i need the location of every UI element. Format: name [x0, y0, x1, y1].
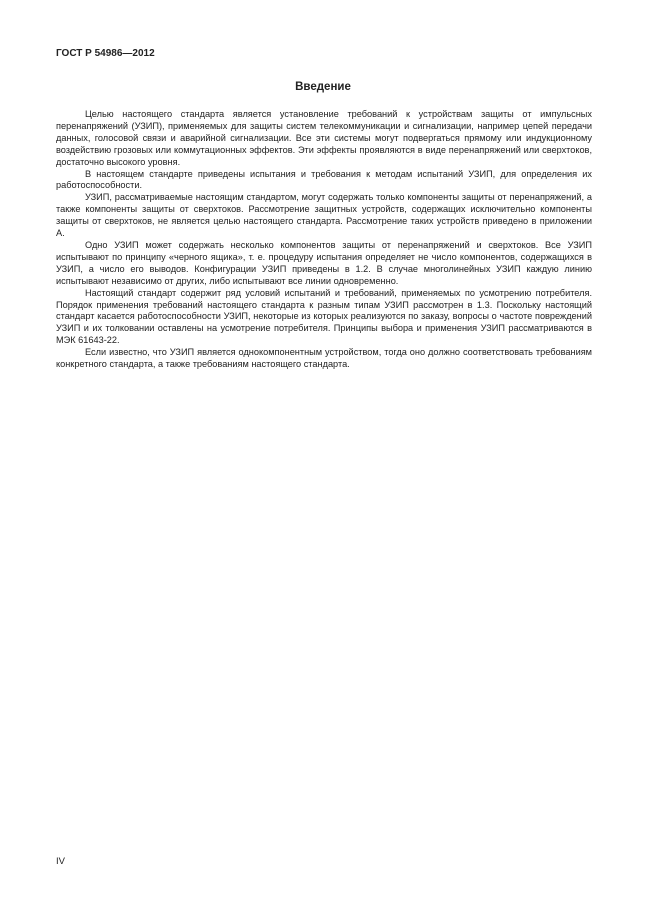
paragraph-5: Настоящий стандарт содержит ряд условий испытаний и требований, применяемых по усмотрению потребителя. Порядок применения требований настоящего стандарта к разным типам УЗИП рассмотрен в 1.3. Поскольку настоящий стандарт касается работоспособности УЗИП, некоторые из которых реализуются по заказу, вопросы о частоте повреждений УЗИП и их толковании оставлены на усмотрение потребителя. Принципы выбора и применения УЗИП рассматриваются в МЭК 61643-22. — [56, 287, 592, 346]
section-title: Введение — [295, 81, 351, 93]
page-number: IV — [56, 856, 65, 867]
paragraph-4: Одно УЗИП может содержать несколько компонентов защиты от перенапряжений и сверхтоков. Все УЗИП испытывают по принципу «черного ящика», т. е. процедуру испытания определяет не число компонентов, содержащихся в УЗИП, а число его выводов. Конфигурации УЗИП приведены в 1.2. В случае многолинейных УЗИП каждую линию испытывают независимо от других, либо испытывают все линии одновременно. — [56, 239, 592, 286]
document-code: ГОСТ Р 54986—2012 — [56, 48, 155, 59]
paragraph-3: УЗИП, рассматриваемые настоящим стандартом, могут содержать только компоненты защиты от перенапряжений, а также компоненты защиты от сверхтоков. Рассмотрение защитных устройств, содержащих исключительно компоненты защиты от сверхтоков, не является целью настоящего стандарта. Рассмотрение таких устройств приведено в приложении А. — [56, 192, 592, 239]
paragraph-2: В настоящем стандарте приведены испытания и требования к методам испытаний УЗИП, для определения их работоспособности. — [56, 168, 592, 191]
paragraph-6: Если известно, что УЗИП является однокомпонентным устройством, тогда оно должно соответствовать требованиям конкретного стандарта, а также требованиям настоящего стандарта. — [56, 347, 592, 370]
body-text — [56, 109, 592, 371]
paragraph-1: Целью настоящего стандарта является установление требований к устройствам защиты от импульсных перенапряжений (УЗИП), применяемых для защиты систем телекоммуникации и сигнализации, например цепей передачи данных, голосовой связи и аварийной сигнализации. Все эти системы могут подвергаться прямому или индукционному воздействию грозовых или коммутационных эффектов. Эти эффекты проявляются в виде перенапряжений или сверхтоков, достаточно высокого уровня. — [56, 109, 592, 167]
